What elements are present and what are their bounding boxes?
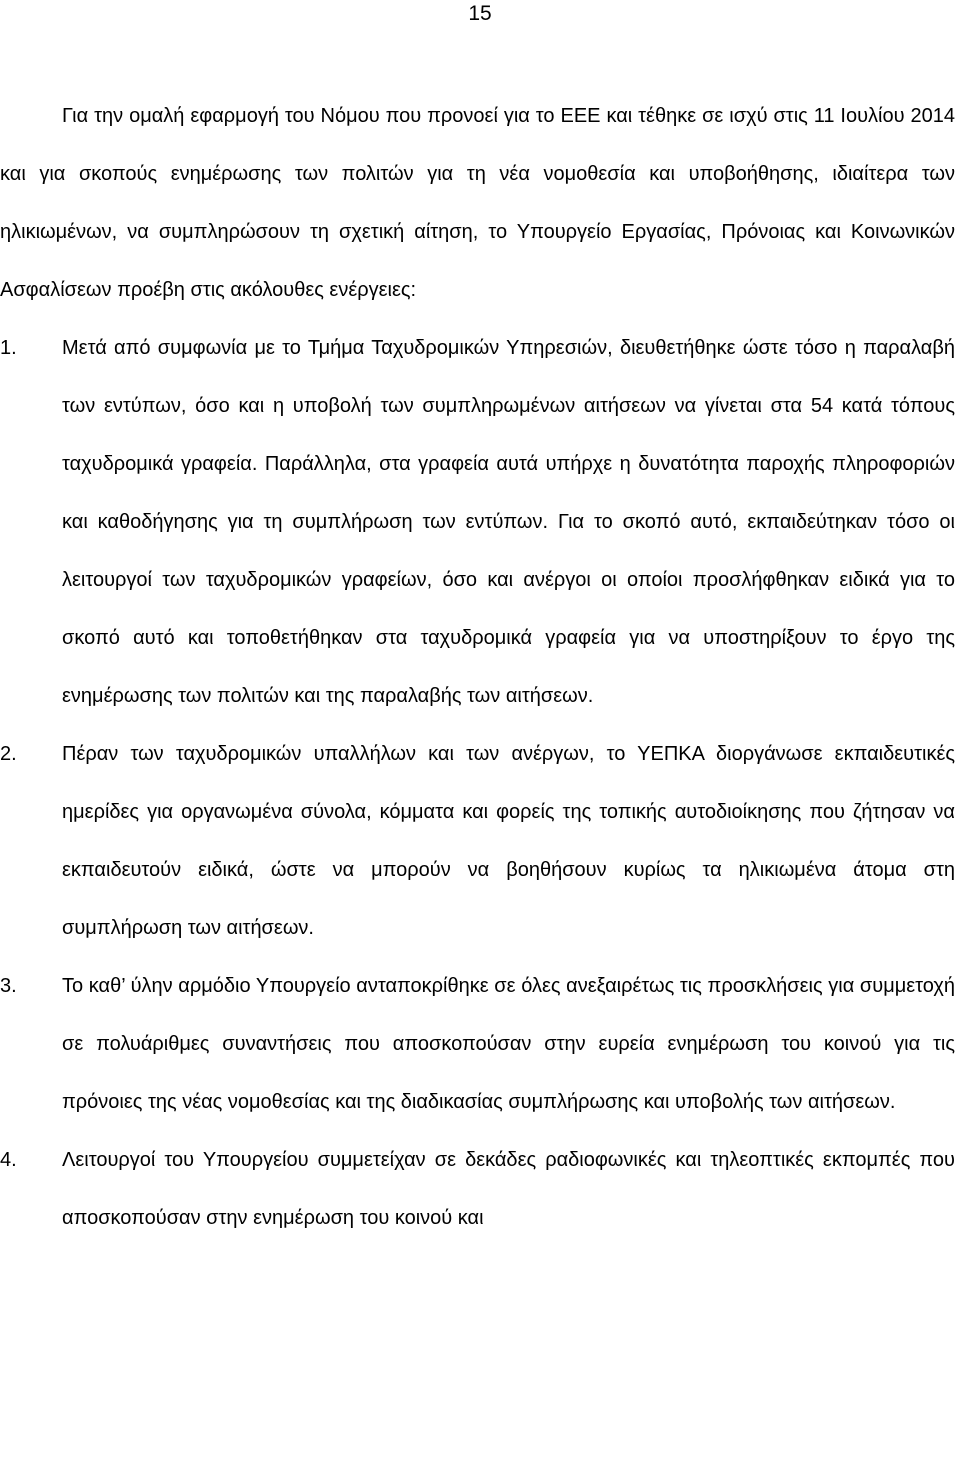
list-number: 4. xyxy=(0,1149,17,1171)
page-number: 15 xyxy=(468,2,492,25)
list-item-3 xyxy=(0,957,955,1131)
list-number: 3. xyxy=(0,975,17,997)
document-body xyxy=(0,87,955,1247)
list-text: Μετά από συμφωνία με το Τμήμα Ταχυδρομικών Υπηρεσιών, διευθετήθηκε ώστε τόσο η παραλαβή των εντύπων, όσο και η υποβολή των συμπληρωμένων αιτήσεων να γίνεται στα 54 κατά τόπους ταχυδρομικά γραφεία. Παράλληλα, στα γραφεία αυτά υπήρχε η δυνατότητα παροχής πληροφοριών και καθοδήγησης για τη συμπλήρωση των εντύπων. Για το σκοπό αυτό, εκπαιδεύτηκαν τόσο οι λειτουργοί των ταχυδρομικών γραφείων, όσο και ανέργοι οι οποίοι προσλήφθηκαν ειδικά για το σκοπό αυτό και τοποθετήθηκαν στα ταχυδρομικά γραφεία για να υποστηρίξουν το έργο της ενημέρωσης των πολιτών και της παραλαβής των αιτήσεων. xyxy=(62,337,955,707)
list-item-1 xyxy=(0,319,955,725)
list-number: 1. xyxy=(0,337,17,359)
list-text: Το καθ’ ύλην αρμόδιο Υπουργείο ανταποκρίθηκε σε όλες ανεξαιρέτως τις προσκλήσεις για συμμετοχή σε πολυάριθμες συναντήσεις που αποσκοπούσαν στην ευρεία ενημέρωση του κοινού για τις πρόνοιες της νέας νομοθεσίας και της διαδικασίας συμπλήρωσης και υποβολής των αιτήσεων. xyxy=(62,975,955,1113)
list-text: Λειτουργοί του Υπουργείου συμμετείχαν σε δεκάδες ραδιοφωνικές και τηλεοπτικές εκπομπές που αποσκοπούσαν στην ενημέρωση του κοινού και xyxy=(62,1149,955,1229)
list-item-4 xyxy=(0,1131,955,1247)
list-number: 2. xyxy=(0,743,17,765)
intro-paragraph: Για την ομαλή εφαρμογή του Νόμου που προνοεί για το ΕΕΕ και τέθηκε σε ισχύ στις 11 Ιουλίου 2014 και για σκοπούς ενημέρωσης των πολιτών για τη νέα νομοθεσία και υποβοήθησης, ιδιαίτερα των ηλικιωμένων, να συμπληρώσουν τη σχετική αίτηση, το Υπουργείο Εργασίας, Πρόνοιας και Κοινωνικών Ασφαλίσεων προέβη στις ακόλουθες ενέργειες: xyxy=(0,105,955,301)
list-text: Πέραν των ταχυδρομικών υπαλλήλων και των ανέργων, το ΥΕΠΚΑ διοργάνωσε εκπαιδευτικές ημερίδες για οργανωμένα σύνολα, κόμματα και φορείς της τοπικής αυτοδιοίκησης που ζήτησαν να εκπαιδευτούν ειδικά, ώστε να μπορούν να βοηθήσουν κυρίως τα ηλικιωμένα άτομα στη συμπλήρωση των αιτήσεων. xyxy=(62,743,955,939)
list-item-2 xyxy=(0,725,955,957)
